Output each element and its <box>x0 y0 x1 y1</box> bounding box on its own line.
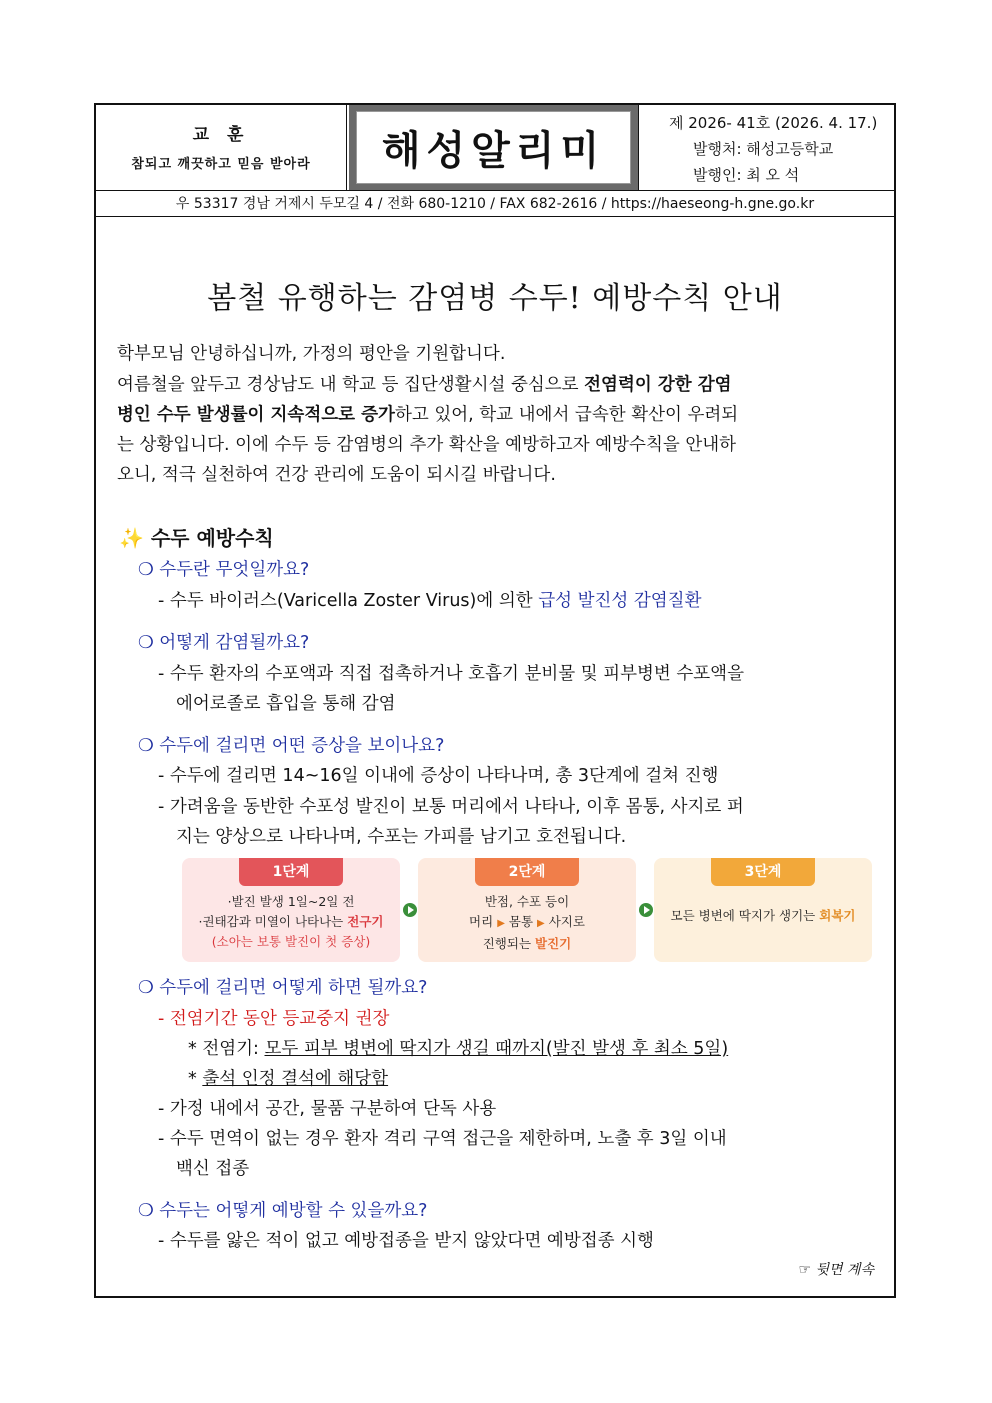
newsletter-header <box>96 105 894 191</box>
question-4-title: ❍ 수두에 걸리면 어떻게 하면 될까요? <box>138 978 428 998</box>
stage-arrow-1 <box>403 903 417 917</box>
continued-note: ☞ 뒷면 계속 <box>798 1262 874 1278</box>
stage-arrow-2 <box>639 903 653 917</box>
question-4-answer-5: - 수두 면역이 없는 경우 환자 격리 구역 접근을 제한하며, 노출 후 3일 이내 <box>158 1129 727 1149</box>
stage-1-card <box>182 858 400 962</box>
question-4-answer-1: - 전염기간 동안 등교중지 권장 <box>158 1009 390 1029</box>
issue-number: 제 2026- 41호 (2026. 4. 17.) <box>669 114 878 132</box>
stage-2-card <box>418 858 636 962</box>
issuer: 발행인: 최 오 석 <box>693 166 800 184</box>
stage-2-label: 2단계 <box>475 858 579 886</box>
page-title: 봄철 유행하는 감염병 수두! 예방수칙 안내 <box>207 281 783 316</box>
stage-diagram <box>182 858 872 962</box>
publication-info <box>641 105 894 190</box>
stage-1-label: 1단계 <box>239 858 343 886</box>
question-3-answer-3: 지는 양상으로 나타나며, 수포는 가피를 남기고 호전됩니다. <box>176 827 627 847</box>
stage-3-text: 모든 병변에 딱지가 생기는 회복기 <box>670 908 856 923</box>
question-5-title: ❍ 수두는 어떻게 예방할 수 있을까요? <box>138 1201 428 1221</box>
address-line: 우 53317 경남 거제시 두모길 4 / 전화 680-1210 / FAX 682-2616 / https://haeseong-h.gne.go.kr <box>96 192 894 217</box>
newsletter-title-box <box>349 105 639 190</box>
section-title: ✨ 수두 예방수칙 <box>119 526 274 550</box>
newsletter-frame <box>94 103 896 1298</box>
question-3-answer-2: - 가려움을 동반한 수포성 발진이 보통 머리에서 나타나, 이후 몸통, 사지로 퍼 <box>158 797 744 817</box>
intro-line-1: 학부모님 안녕하십니까, 가정의 평안을 기원합니다. <box>117 344 506 364</box>
question-2-answer-2: 에어로졸로 흡입을 통해 감염 <box>176 694 396 714</box>
question-4-answer-6: 백신 접종 <box>176 1159 250 1179</box>
question-4-answer-2: * 전염기: 모두 피부 병변에 딱지가 생길 때까지(발진 발생 후 최소 5일) <box>188 1039 729 1059</box>
stage-3-card <box>654 858 872 962</box>
motto-text: 참되고 깨끗하고 믿음 받아라 <box>131 157 311 172</box>
question-2-answer-1: - 수두 환자의 수포액과 직접 접촉하거나 호흡기 분비물 및 피부병변 수포액을 <box>158 664 744 684</box>
question-5-answer-1: - 수두를 앓은 적이 없고 예방접종을 받지 않았다면 예방접종 시행 <box>158 1231 654 1251</box>
publisher: 발행처: 해성고등학교 <box>693 140 834 158</box>
question-4-answer-4: - 가정 내에서 공간, 물품 구분하여 단독 사용 <box>158 1099 497 1119</box>
question-2-title: ❍ 어떻게 감염될까요? <box>138 633 310 653</box>
question-3-answer-1: - 수두에 걸리면 14~16일 이내에 증상이 나타나며, 총 3단계에 걸쳐 진행 <box>158 766 719 786</box>
stage-1-text: ·발진 발생 1일~2일 전 ·권태감과 미열이 나타나는 전구기 (소아는 보통 발진이 첫 증상) <box>198 894 384 949</box>
intro-line-2: 여름철을 앞두고 경상남도 내 학교 등 집단생활시설 중심으로 전염력이 강한 감염 <box>117 375 732 395</box>
question-1-answer: - 수두 바이러스(Varicella Zoster Virus)에 의한 급성 발진성 감염질환 <box>158 591 702 611</box>
question-4-answer-3: * 출석 인정 결석에 해당함 <box>188 1069 389 1089</box>
intro-line-4: 는 상황입니다. 이에 수두 등 감염병의 추가 확산을 예방하고자 예방수칙을 안내하 <box>117 435 737 455</box>
intro-line-5: 오니, 적극 실천하여 건강 관리에 도움이 되시길 바랍니다. <box>117 465 556 485</box>
intro-line-3: 병인 수두 발생률이 지속적으로 증가하고 있어, 학교 내에서 급속한 확산이 우려되 <box>117 405 739 425</box>
stage-3-label: 3단계 <box>711 858 815 886</box>
question-1-title: ❍ 수두란 무엇일까요? <box>138 560 310 580</box>
question-3-title: ❍ 수두에 걸리면 어떤 증상을 보이나요? <box>138 736 445 756</box>
motto-title: 교 훈 <box>192 125 250 145</box>
stage-2-text: 반점, 수포 등이 머리 ▶ 몸통 ▶ 사지로 진행되는 발진기 <box>469 894 585 951</box>
school-motto <box>96 105 347 190</box>
newsletter-title: 해성알리미 <box>381 127 606 174</box>
